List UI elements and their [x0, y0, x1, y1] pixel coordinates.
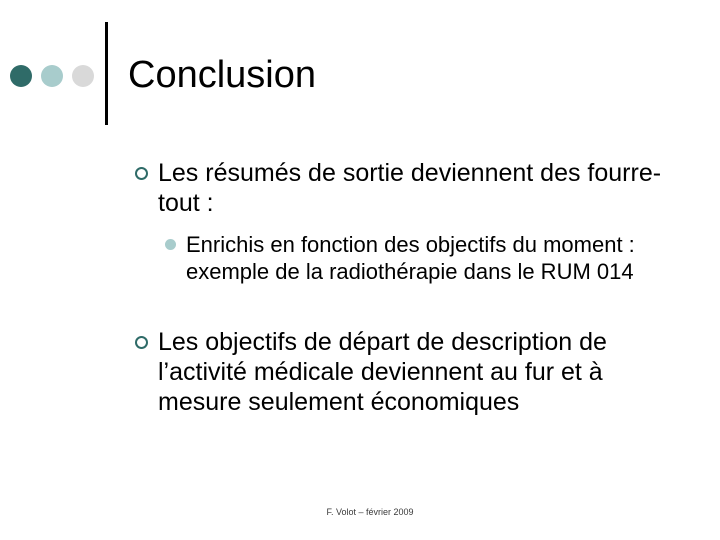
hollow-circle-bullet-icon	[135, 167, 148, 180]
slide-footer: F. Volot – février 2009	[326, 507, 414, 517]
hollow-circle-bullet-icon	[135, 336, 148, 349]
bullet-text: Les objectifs de départ de description de l’activité médicale deviennent au fur et à mesure seulement économiques	[158, 328, 607, 416]
filled-circle-bullet-icon	[165, 239, 176, 250]
header-dot-light-icon	[41, 65, 63, 87]
sub-bullet-text: Enrichis en fonction des objectifs du moment : exemple de la radiothérapie dans le RUM 014	[186, 232, 635, 284]
header-dot-dark-icon	[10, 65, 32, 87]
bullet-text: Les résumés de sortie deviennent des fourre-tout :	[158, 159, 662, 217]
title-divider	[105, 22, 108, 125]
header-dot-grey-icon	[72, 65, 94, 87]
slide-title: Conclusion	[128, 54, 316, 96]
